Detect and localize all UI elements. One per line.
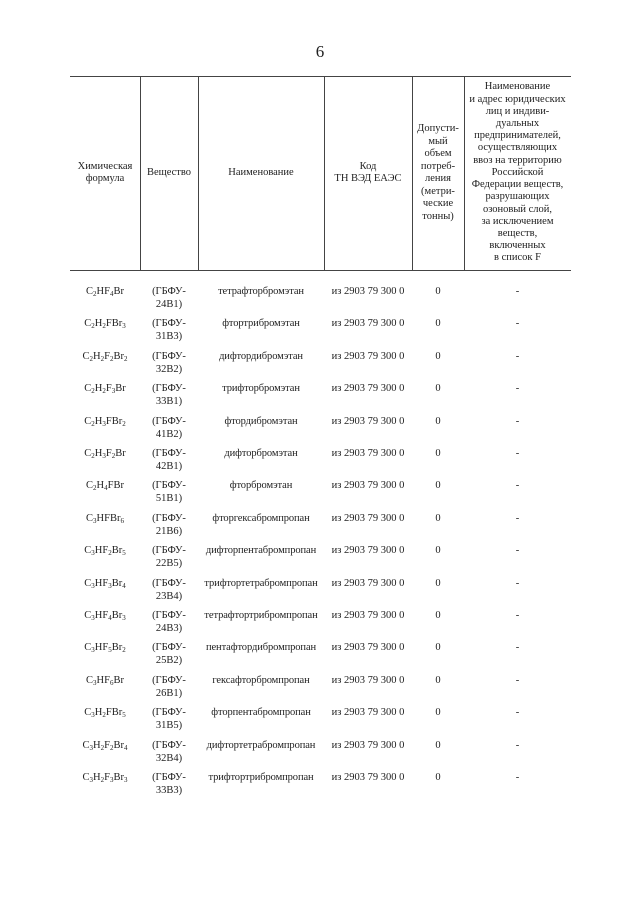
customs-code: из 2903 79 300 0	[331, 480, 405, 492]
table-row	[0, 771, 640, 803]
table-row	[0, 285, 640, 317]
header-name-label: Наименование	[228, 166, 294, 178]
table-row	[0, 512, 640, 544]
chemical-formula: $C_3HF_4Br_3$	[84, 610, 126, 622]
allowed-volume: 0	[435, 383, 441, 395]
table-row	[0, 706, 640, 738]
allowed-volume: 0	[435, 448, 441, 459]
customs-code: из 2903 79 300 0	[331, 577, 405, 589]
allowed-volume: 0	[435, 480, 441, 492]
organizations: -	[515, 286, 520, 297]
substance-name: фторгексабромпропан	[212, 512, 310, 524]
header-volume	[412, 76, 464, 270]
substance-code: (ГБФУ- 31В5)	[152, 707, 186, 732]
customs-code: из 2903 79 300 0	[331, 707, 405, 719]
table-row	[0, 641, 640, 673]
customs-code: из 2903 79 300 0	[331, 642, 405, 654]
chemical-formula: $C_3H_2FBr_5$	[84, 707, 126, 720]
allowed-volume: 0	[435, 545, 441, 557]
organizations: -	[515, 448, 520, 459]
chemical-formula: $C_2HF_4Br$	[86, 286, 124, 298]
organizations: -	[515, 674, 520, 686]
chemical-formula: $C_3HF_5Br_2$	[84, 642, 126, 655]
substance-name: фторбромэтан	[229, 480, 293, 492]
header-bottom-rule	[70, 270, 571, 271]
table-row	[0, 317, 640, 349]
chemical-formula: $C_3HF_3Br_4$	[84, 577, 126, 590]
organizations: -	[515, 610, 520, 621]
substance-code: (ГБФУ- 23В4)	[152, 577, 186, 602]
allowed-volume: 0	[435, 577, 441, 589]
table-row	[0, 447, 640, 479]
substance-name: дифторпентабромпропан	[205, 545, 317, 557]
allowed-volume: 0	[435, 415, 441, 427]
substance-code: (ГБФУ- 33В1)	[152, 383, 186, 408]
substance-code: (ГБФУ- 26В1)	[152, 674, 186, 699]
allowed-volume: 0	[435, 286, 441, 297]
header-formula	[70, 76, 140, 270]
organizations: -	[515, 318, 520, 330]
chemical-formula: $C_2H_3F_2Br$	[84, 448, 126, 460]
header-code	[324, 76, 412, 270]
customs-code: из 2903 79 300 0	[331, 350, 405, 362]
customs-code: из 2903 79 300 0	[331, 415, 405, 427]
allowed-volume: 0	[435, 674, 441, 686]
allowed-volume: 0	[435, 610, 441, 621]
substance-name: тетрафтортрибромпропан	[204, 610, 318, 621]
substance-code: (ГБФУ- 24В3)	[152, 610, 186, 634]
substance-code: (ГБФУ- 42В1)	[152, 448, 186, 472]
header-name	[198, 76, 324, 270]
chemical-formula: $C_3H_2F_3Br_3$	[82, 772, 128, 784]
substance-name: дифтортетрабромпропан	[206, 739, 316, 751]
allowed-volume: 0	[435, 512, 441, 524]
organizations: -	[515, 350, 520, 362]
header-organizations	[464, 76, 571, 270]
table-row	[0, 415, 640, 447]
allowed-volume: 0	[435, 318, 441, 330]
table-row	[0, 544, 640, 576]
substance-name: фтортрибромэтан	[222, 318, 300, 330]
substance-code: (ГБФУ- 21В6)	[152, 512, 186, 537]
table-row	[0, 609, 640, 641]
substance-code: (ГБФУ- 33В3)	[152, 772, 186, 796]
table-row	[0, 577, 640, 609]
substance-code: (ГБФУ- 24В1)	[152, 286, 186, 310]
customs-code: из 2903 79 300 0	[331, 448, 405, 459]
organizations: -	[515, 577, 520, 589]
substance-name: трифтортетрабромпропан	[204, 577, 318, 589]
header-substance-label: Вещество	[146, 166, 192, 178]
substance-code: (ГБФУ- 22В5)	[152, 545, 186, 570]
substance-code: (ГБФУ- 32В4)	[152, 739, 186, 764]
chemical-formula: $C_3HF_2Br_5$	[84, 545, 126, 558]
customs-code: из 2903 79 300 0	[331, 512, 405, 524]
organizations: -	[515, 642, 520, 654]
header-substance	[140, 76, 198, 270]
table-row	[0, 674, 640, 706]
allowed-volume: 0	[435, 642, 441, 654]
organizations: -	[515, 707, 520, 719]
table-row	[0, 350, 640, 382]
customs-code: из 2903 79 300 0	[331, 674, 405, 686]
substance-code: (ГБФУ- 31В3)	[152, 318, 186, 343]
chemical-formula: $C_2H_2F_3Br$	[84, 383, 126, 396]
substance-code: (ГБФУ- 51В1)	[152, 480, 186, 505]
substance-name: тетрафторбромэтан	[218, 286, 304, 297]
substance-name: трифтортрибромпропан	[208, 772, 314, 783]
substance-name: гексафторбромпропан	[212, 674, 310, 686]
table-row	[0, 739, 640, 771]
organizations: -	[515, 480, 520, 492]
allowed-volume: 0	[435, 707, 441, 719]
chemical-formula: $C_3HFBr_6$	[86, 512, 124, 525]
header-organizations-label: Наименование и адрес юридических лиц и индиви- дуальных предпринимателей, осуществляющих ввоз на территорию Российской Федерации веществ, разрушающих озоновый слой, за исключением веществ, включенных в список F	[469, 81, 566, 264]
substance-name: дифтордибромэтан	[219, 350, 303, 362]
substance-name: фторпентабромпропан	[211, 707, 311, 719]
substance-name: дифторбромэтан	[224, 448, 298, 459]
organizations: -	[515, 383, 520, 395]
table-row	[0, 382, 640, 414]
customs-code: из 2903 79 300 0	[331, 545, 405, 557]
customs-code: из 2903 79 300 0	[331, 286, 405, 297]
header-volume-label: Допусти- мый объем потреб- ления (метри- ческие тонны)	[417, 123, 459, 222]
customs-code: из 2903 79 300 0	[331, 772, 405, 783]
chemical-formula: $C_3H_2F_2Br_4$	[82, 739, 128, 752]
allowed-volume: 0	[435, 739, 441, 751]
chemical-formula: $C_3HF_6Br$	[86, 674, 124, 687]
substance-name: пентафтордибромпропан	[205, 642, 317, 654]
header-code-label: Код ТН ВЭД ЕАЭС	[334, 160, 402, 184]
organizations: -	[515, 772, 520, 783]
substance-name: фтордибромэтан	[224, 415, 298, 427]
header-formula-label: Химическая формула	[77, 160, 133, 184]
customs-code: из 2903 79 300 0	[331, 739, 405, 751]
organizations: -	[515, 739, 520, 751]
chemical-formula: $C_2H_2FBr_3$	[84, 318, 126, 331]
substance-code: (ГБФУ- 32В2)	[152, 350, 186, 375]
substance-code: (ГБФУ- 41В2)	[152, 415, 186, 440]
organizations: -	[515, 545, 520, 557]
allowed-volume: 0	[435, 350, 441, 362]
customs-code: из 2903 79 300 0	[331, 318, 405, 330]
customs-code: из 2903 79 300 0	[331, 383, 405, 395]
page-number: 6	[315, 42, 325, 61]
substance-name: трифторбромэтан	[222, 383, 300, 395]
organizations: -	[515, 415, 520, 427]
chemical-formula: $C_2H_2F_2Br_2$	[82, 350, 128, 363]
customs-code: из 2903 79 300 0	[331, 610, 405, 621]
organizations: -	[515, 512, 520, 524]
table-row	[0, 479, 640, 511]
allowed-volume: 0	[435, 772, 441, 783]
chemical-formula: $C_2H_4FBr$	[86, 480, 124, 493]
chemical-formula: $C_2H_3FBr_2$	[84, 415, 126, 428]
substance-code: (ГБФУ- 25В2)	[152, 642, 186, 667]
